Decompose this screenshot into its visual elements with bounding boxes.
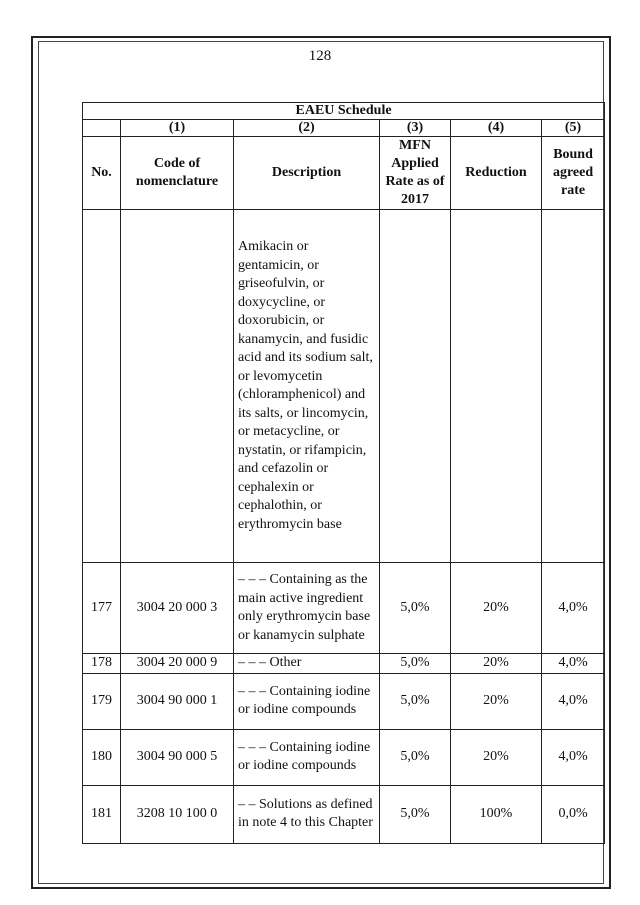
- eaeu-schedule-table: [82, 102, 605, 844]
- cell-code: 3004 90 000 5: [121, 729, 234, 785]
- cell-mfn: 5,0%: [380, 654, 451, 674]
- column-number: (3): [380, 120, 451, 137]
- cell-mfn: [380, 210, 451, 563]
- column-number-blank: [83, 120, 121, 137]
- cell-reduction: 20%: [451, 563, 542, 654]
- table-title: EAEU Schedule: [83, 103, 605, 120]
- header-code: Code of nomenclature: [121, 137, 234, 210]
- header-bound-rate: Bound agreed rate: [542, 137, 605, 210]
- cell-no: 181: [83, 785, 121, 843]
- cell-description: – – – Containing as the main active ingredient only erythromycin base or kanamycin sulphate: [234, 563, 380, 654]
- table-row: [83, 785, 605, 843]
- cell-mfn: 5,0%: [380, 563, 451, 654]
- column-number: (4): [451, 120, 542, 137]
- cell-no: 180: [83, 729, 121, 785]
- table-row: [83, 654, 605, 674]
- page-number: 128: [308, 48, 332, 64]
- cell-bound: 4,0%: [542, 729, 605, 785]
- cell-description: Amikacin or gentamicin, or griseofulvin, or doxycycline, or doxorubicin, or kanamycin, and fusidic acid and its sodium salt, or levomycetin (chloramphenicol) and its salts, or lincomycin, or metacycline, or nystatin, or rifampicin, and cefazolin or cephalexin or cephalothin, or erythromycin base: [234, 210, 380, 563]
- table-row: [83, 210, 605, 563]
- header-mfn-rate: MFN Applied Rate as of 2017: [380, 137, 451, 210]
- cell-code: [121, 210, 234, 563]
- header-no: No.: [83, 137, 121, 210]
- cell-no: 179: [83, 673, 121, 729]
- cell-no: 177: [83, 563, 121, 654]
- cell-description: – – – Other: [234, 654, 380, 674]
- cell-code: 3208 10 100 0: [121, 785, 234, 843]
- cell-no: [83, 210, 121, 563]
- cell-reduction: [451, 210, 542, 563]
- cell-code: 3004 20 000 9: [121, 654, 234, 674]
- cell-description: – – – Containing iodine or iodine compounds: [234, 673, 380, 729]
- cell-mfn: 5,0%: [380, 785, 451, 843]
- cell-bound: 4,0%: [542, 563, 605, 654]
- table-row: [83, 563, 605, 654]
- cell-reduction: 20%: [451, 729, 542, 785]
- column-number: (2): [234, 120, 380, 137]
- column-number: (5): [542, 120, 605, 137]
- cell-bound: 4,0%: [542, 654, 605, 674]
- cell-mfn: 5,0%: [380, 673, 451, 729]
- cell-bound: 4,0%: [542, 673, 605, 729]
- cell-bound: [542, 210, 605, 563]
- header-description: Description: [234, 137, 380, 210]
- cell-reduction: 20%: [451, 654, 542, 674]
- cell-reduction: 20%: [451, 673, 542, 729]
- cell-code: 3004 20 000 3: [121, 563, 234, 654]
- cell-code: 3004 90 000 1: [121, 673, 234, 729]
- cell-mfn: 5,0%: [380, 729, 451, 785]
- cell-bound: 0,0%: [542, 785, 605, 843]
- cell-no: 178: [83, 654, 121, 674]
- header-reduction: Reduction: [451, 137, 542, 210]
- cell-description: – – Solutions as defined in note 4 to this Chapter: [234, 785, 380, 843]
- table-row: [83, 729, 605, 785]
- column-number: (1): [121, 120, 234, 137]
- table-row: [83, 673, 605, 729]
- cell-description: – – – Containing iodine or iodine compounds: [234, 729, 380, 785]
- cell-reduction: 100%: [451, 785, 542, 843]
